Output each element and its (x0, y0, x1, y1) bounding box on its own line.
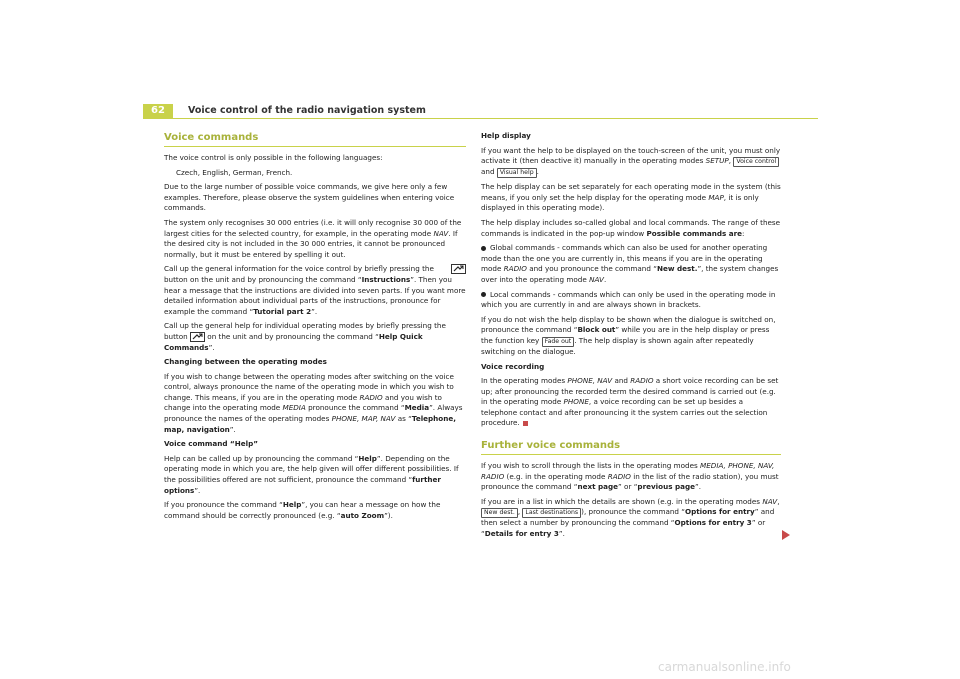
section-end-icon (523, 421, 528, 426)
paragraph: If you are in a list in which the details are shown (e.g. in the operating modes NAV, New dest. , Last destinations ), pronounce the command “Options for entry” and then select a number by pronouncing the command “Options for entry 3” or “Details for entry 3”. (481, 496, 780, 539)
paragraph: If you pronounce the command “Help”, you can hear a message on how the command should be correctly pronounced (e.g. “auto Zoom”). (164, 500, 441, 520)
bullet-item: Global commands - commands which can also be used for another operating mode than the one you are currently in, this means if you are in the operating mode RADIO and you pronounce the command “New dest.”, the system changes over into the operating mode NAV. (481, 243, 779, 284)
page-number: 62 (143, 104, 173, 118)
paragraph: Due to the large number of possible voice commands, we give here only a few examples. Therefore, please observe the system guidelines when entering voice commands. (164, 182, 455, 213)
paragraph: Call up the general help for individual operating modes by briefly pressing the button on the unit and by pronouncing the command “Help Quick Commands”. (164, 321, 446, 352)
languages-list: Czech, English, German, French. (176, 167, 293, 177)
key-fade-out: Fade out (542, 337, 575, 347)
right-column (481, 131, 781, 544)
key-visual-help: Visual help (497, 168, 537, 178)
running-title: Voice control of the radio navigation system (188, 105, 426, 116)
bullet-item: Local commands - commands which can only be used in the operating mode in which you are currently in and are always shown in brackets. (481, 289, 776, 310)
paragraph: The voice control is only possible in the following languages: (164, 153, 383, 162)
key-new-dest: New dest. (481, 508, 518, 518)
left-column (164, 131, 466, 525)
voice-button-icon (451, 264, 466, 274)
key-voice-control: Voice control (733, 157, 779, 167)
subheading-help-command: Voice command “Help” (164, 439, 258, 449)
paragraph: The system only recognises 30 000 entries (i.e. it will only recognise 30 000 of the largest cities for the selected country, for example, in the operating mode NAV. If the desired city is not included in the 30 000 entries, it cannot be pronounced normally, but it must be entered by spelling it out. (164, 217, 462, 259)
section-title-further-voice-commands: Further voice commands (481, 440, 621, 452)
section-rule (481, 454, 781, 455)
section-title-voice-commands: Voice commands (164, 132, 259, 143)
paragraph: Call up the general information for the voice control by briefly pressing the button on the unit and by pronouncing the command “Instructions”. Then you hear a message that the instructions are divided into seven parts. If you want more detailed information about individual parts of the instructions, pronounce for example the command “Tutorial part 2”. (164, 264, 466, 316)
section-rule (164, 146, 466, 147)
next-page-arrow-icon (781, 530, 790, 540)
paragraph: If you wish to scroll through the lists in the operating modes MEDIA, PHONE, NAV, RADIO (e.g. in the operating mode RADIO in the list of the radio station), you must pronounce the command “next page” or “previous page”. (481, 461, 779, 492)
key-last-destinations: Last destinations (522, 508, 581, 518)
voice-button-icon (190, 332, 205, 342)
paragraph: If you do not wish the help display to be shown when the dialogue is switched on, pronounce the command “Block out” while you are in the help display or press the function key Fade out . The help display is shown again after repeatedly switching on the dialogue. (481, 314, 776, 356)
header-rule (143, 118, 818, 119)
bullet-icon (481, 292, 486, 297)
paragraph: The help display includes so-called global and local commands. The range of these commands is indicated in the pop-up window Possible commands are: (481, 217, 781, 238)
bullet-icon (481, 246, 486, 251)
subheading-voice-recording: Voice recording (481, 361, 545, 371)
subheading-changing-modes: Changing between the operating modes (164, 357, 327, 367)
paragraph: Help can be called up by pronouncing the command “Help”. Depending on the operating mode in which you are, the help given will offer different possibilities. If the possibilities offered are not sufficient, pronounce the command “further options”. (164, 453, 459, 495)
paragraph: In the operating modes PHONE, NAV and RADIO a short voice recording can be set up; after pronouncing the recorded term the desired command is carried out (e.g. in the operating mode PHONE, a voice recording can be set up besides a telephone contact and after pronouncing it the system carries out the selection procedure. (481, 376, 779, 428)
paragraph: If you want the help to be displayed on the touch-screen of the unit, you must only activate it (then deactive it) manually in the operating modes SETUP, Voice control and Visual help . (481, 145, 781, 177)
paragraph: If you wish to change between the operating modes after switching on the voice control, always pronounce the name of the operating mode in which you wish to change. This means, if you are in the operating mode RADIO and you wish to change into the operating mode MEDIA pronounce the command “Media”. Always pronounce the names of the operating modes PHONE, MAP, NAV as “Telephone, map, navigation”. (164, 371, 463, 434)
subheading-help-display: Help display (481, 131, 531, 140)
watermark: carmanualsonline.info (658, 660, 791, 674)
paragraph: The help display can be set separately for each operating mode in the system (this means, if you only set the help display for the operating mode MAP, it is only displayed in this operating mode). (481, 182, 781, 213)
